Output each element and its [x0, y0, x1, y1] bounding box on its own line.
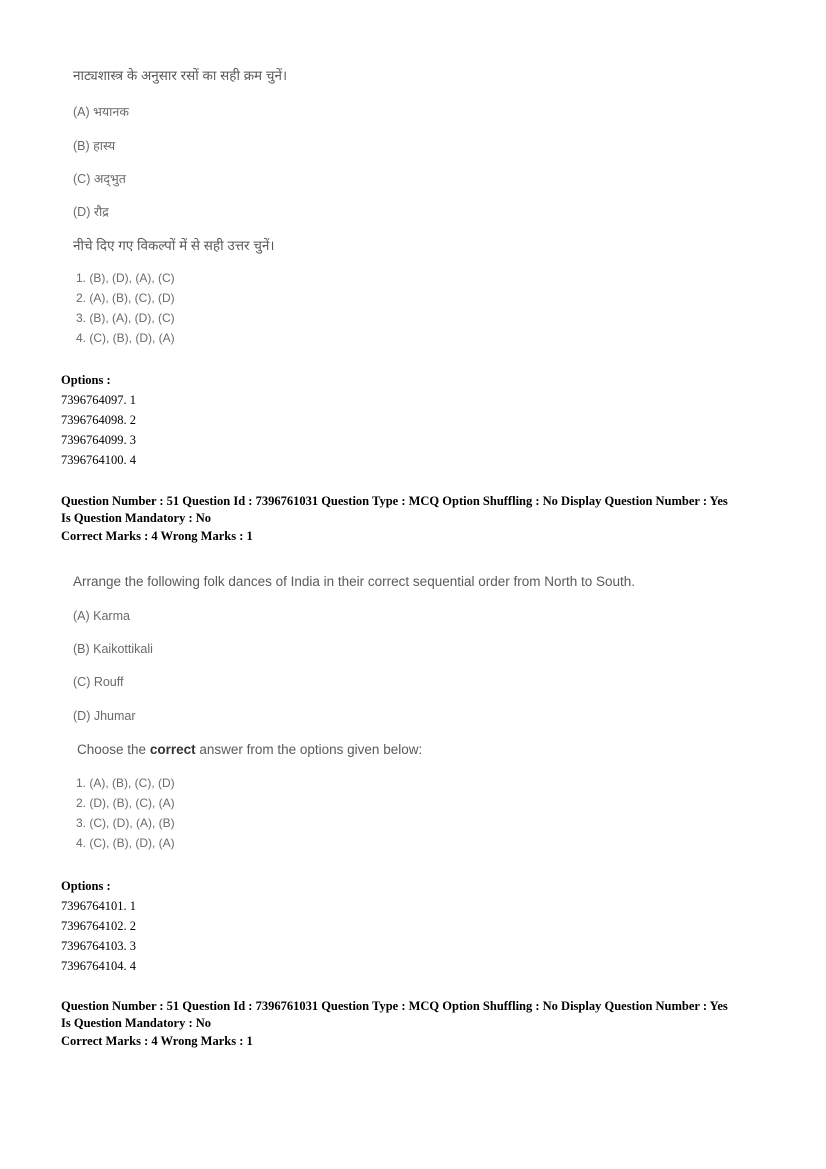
- question-2-choice: 3. (C), (D), (A), (B): [76, 816, 175, 830]
- question-2-stem: Arrange the following folk dances of India in their correct sequential order from North to South.: [73, 574, 636, 589]
- marks-line: Correct Marks : 4 Wrong Marks : 1: [61, 529, 253, 543]
- question-1-choice: 1. (B), (D), (A), (C): [76, 271, 175, 285]
- marks-line: Correct Marks : 4 Wrong Marks : 1: [61, 1034, 253, 1048]
- question-1-item-d: (D) रौद्र: [73, 205, 109, 219]
- question-2-instruction: [77, 742, 422, 757]
- question-meta-line: Question Number : 51 Question Id : 7396761031 Question Type : MCQ Option Shuffling : No Display Question Number : Yes: [61, 494, 728, 508]
- question-1-instruction: नीचे दिए गए विकल्पों में से सही उत्तर चुनें।: [73, 238, 275, 253]
- option-row: 7396764100. 4: [61, 453, 136, 467]
- option-row: 7396764098. 2: [61, 413, 136, 427]
- question-1-choice: 3. (B), (A), (D), (C): [76, 311, 175, 325]
- option-row: 7396764104. 4: [61, 959, 136, 973]
- question-1-choice: 4. (C), (B), (D), (A): [76, 331, 175, 345]
- question-2-item-a: (A) Karma: [73, 609, 130, 623]
- option-row: 7396764097. 1: [61, 393, 136, 407]
- options-label: Options :: [61, 373, 111, 387]
- question-2-choice: 4. (C), (B), (D), (A): [76, 836, 175, 850]
- options-label: Options :: [61, 879, 111, 893]
- question-meta-line: Question Number : 51 Question Id : 7396761031 Question Type : MCQ Option Shuffling : No Display Question Number : Yes: [61, 999, 728, 1013]
- question-2-options: [61, 876, 136, 976]
- question-1-item-a: (A) भयानक: [73, 105, 129, 119]
- instruction-text: answer from the options given below:: [195, 742, 423, 757]
- question-1-choices: [76, 268, 175, 348]
- option-row: 7396764099. 3: [61, 433, 136, 447]
- option-row: 7396764101. 1: [61, 899, 136, 913]
- question-mandatory-line: Is Question Mandatory : No: [61, 1015, 212, 1030]
- option-row: 7396764103. 3: [61, 939, 136, 953]
- question-2-item-d: (D) Jhumar: [73, 709, 136, 723]
- question-1-options: [61, 370, 136, 470]
- question-2-item-b: (B) Kaikottikali: [73, 642, 153, 656]
- question-2-item-c: (C) Rouff: [73, 675, 124, 689]
- instruction-text: Choose the: [77, 742, 150, 757]
- question-2-choice: 2. (D), (B), (C), (A): [76, 796, 175, 810]
- question-2-choice: 1. (A), (B), (C), (D): [76, 776, 175, 790]
- option-row: 7396764102. 2: [61, 919, 136, 933]
- question-meta-2: [61, 998, 776, 1050]
- question-1-stem: नाट्यशास्त्र के अनुसार रसों का सही क्रम चुनें।: [73, 68, 288, 83]
- question-1-item-c: (C) अद्‌भुत: [73, 172, 126, 186]
- question-2-choices: [76, 773, 175, 853]
- question-mandatory-line: Is Question Mandatory : No: [61, 510, 212, 525]
- question-1-item-b: (B) हास्य: [73, 139, 116, 153]
- question-meta-1: [61, 493, 776, 545]
- instruction-emphasis: correct: [149, 742, 196, 757]
- question-1-choice: 2. (A), (B), (C), (D): [76, 291, 175, 305]
